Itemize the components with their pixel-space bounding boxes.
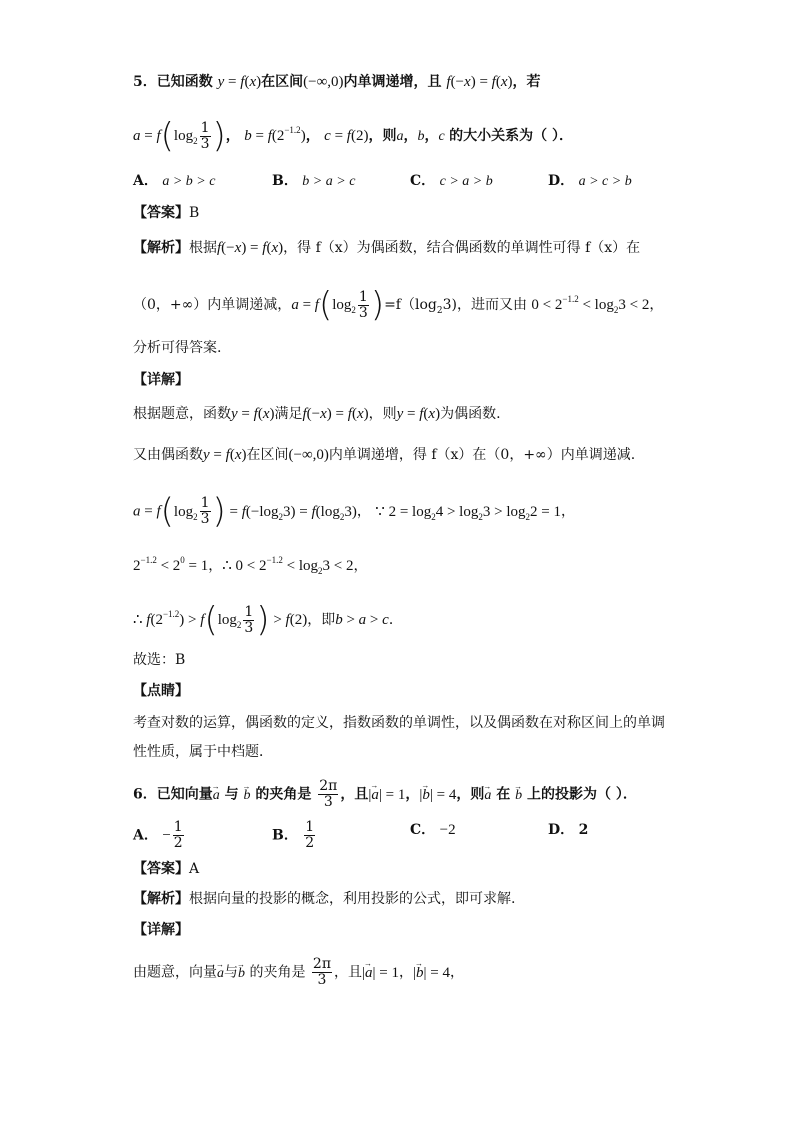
q5-option-d: D． a > c > b — [548, 173, 632, 189]
q5-detail-line5: ∴ $f(2^{-1.2}) > f(\log_2$ $\frac{1}{3}$ ) > f(2)，即b > a > c． — [133, 600, 403, 640]
q5-detail-tag: 【详解】 — [133, 372, 189, 388]
q5-stem-line2: $a = f(\log_2$ $\frac{1}{3}$ )， $b = f(2^{-1.2})$， c = f(2)，则a，b，c 的大小关系为（ ）． — [133, 116, 573, 156]
q5-analysis-line2: （0，+∞）内单调递减，$a = f(\log_2$ $\frac{1}{3}$ )$=f(\log_23)$，进而又由 $0 < 2^{-1.2} < \log_23 < 2$， — [133, 285, 664, 325]
q5-analysis-line3: 分析可得答案. — [133, 340, 222, 356]
q5-math-func: y = f(x) — [217, 74, 262, 90]
q6-option-b: B． $\frac{1}{2}$ — [272, 819, 315, 851]
q5-number: 5． — [133, 74, 157, 90]
q6-option-d: D． 2 — [548, 822, 589, 838]
q5-comment-line2: 性性质，属于中档题． — [133, 744, 273, 760]
q5-detail-line3: $a = f(\log_2$ $\frac{1}{3}$ ) = $f(-\log_23) = f(\log_23)$， ∵ $2 = \log_24 > \log_23 > \log_22 = 1$， — [133, 491, 575, 532]
q5-answer: 【答案】B — [133, 205, 200, 221]
q6-detail-tag: 【详解】 — [133, 922, 189, 938]
q6-stem: 6．已知向量→ a 与 → b 的夹角是 $\frac{2\pi}{3}$ ，且|→ a| = 1，|→ b| = 4，则→ a 在 → b 上的投影为（ ）． — [133, 779, 637, 810]
q6-detail-line1: 由题意，向量→ a与→ b 的夹角是 $\frac{2\pi}{3}$ ，且|→ a| = 1，|→ b| = 4， — [133, 957, 464, 988]
q5-comment-tag: 【点睛】 — [133, 683, 189, 699]
q5-option-b: B． b > a > c — [272, 173, 356, 189]
q6-option-a: A． − $\frac{1}{2}$ — [133, 819, 183, 851]
q6-analysis: 【解析】根据向量的投影的概念，利用投影的公式，即可求解. — [133, 891, 516, 907]
q5-option-c: C． c > a > b — [410, 173, 493, 189]
q5-answer-value: B — [189, 205, 200, 221]
q6-option-c: C． −2 — [410, 822, 456, 838]
q5-detail-line2: 又由偶函数y = f(x)在区间(−∞,0)内单调递增，得 f（x）在（0，+∞）内单调递减. — [133, 447, 636, 463]
q5-stem-line1: 5．已知函数 y = f(x)在区间(−∞,0)内单调递增，且 f(−x) = f(x)，若 — [133, 74, 541, 90]
q5-analysis-line1: 【解析】根据f(−x) = f(x)，得 f（x）为偶函数，结合偶函数的单调性可得 f（x）在 — [133, 240, 641, 256]
q5-conclusion: 故选：B — [133, 652, 186, 668]
q6-answer: 【答案】A — [133, 861, 200, 877]
q5-detail-line1: 根据题意，函数y = f(x)满足f(−x) = f(x)，则y = f(x)为偶函数. — [133, 406, 501, 422]
q5-detail-line4: $2^{-1.2} < 2^0 = 1$，∴ $0 < 2^{-1.2} < \log_23 < 2$， — [133, 555, 368, 576]
q5-option-a: A． a > b > c — [133, 173, 216, 189]
q5-stem-question: 的大小关系为（ ）． — [449, 128, 573, 144]
q6-answer-value: A — [189, 861, 200, 877]
q6-number: 6． — [133, 786, 157, 803]
q5-comment-line1: 考查对数的运算，偶函数的定义，指数函数的单调性，以及偶函数在对称区间上的单调 — [133, 715, 665, 731]
